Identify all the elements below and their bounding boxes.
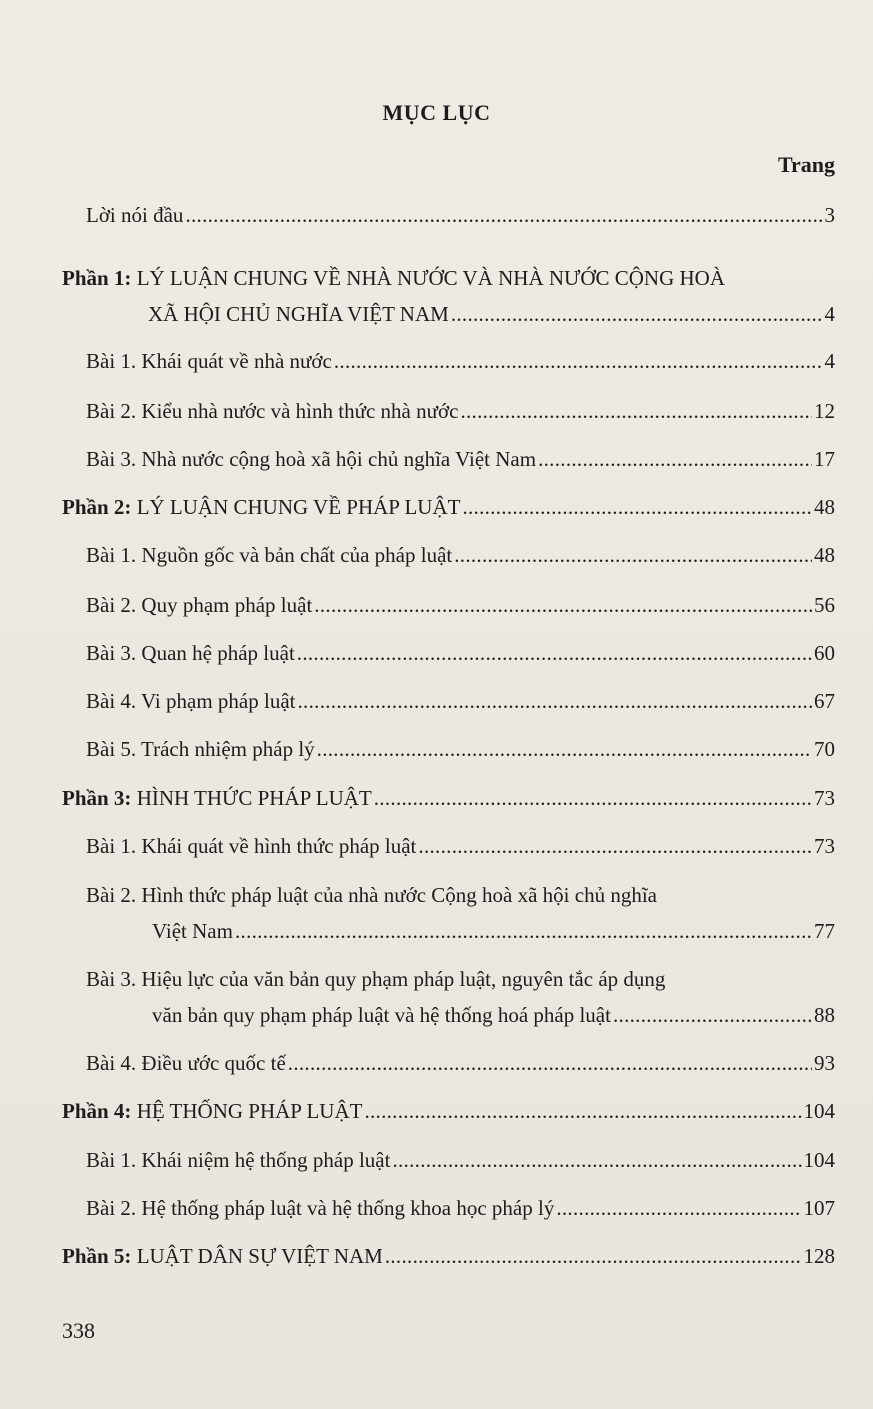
- toc-entry-lesson: [86, 736, 835, 762]
- toc-entry-page: 4: [824, 302, 835, 326]
- leader-dots: [385, 1243, 802, 1269]
- toc-entry-page: 12: [814, 399, 835, 423]
- leader-dots: [392, 1147, 801, 1173]
- page-number: 338: [62, 1318, 95, 1343]
- toc-entry-lesson: [86, 640, 835, 666]
- leader-dots: [364, 1098, 801, 1124]
- toc-entry-label: Bài 1. Khái quát về hình thức pháp luật: [86, 834, 417, 858]
- toc-entry-page: 73: [814, 834, 835, 858]
- toc-entry-label: XÃ HỘI CHỦ NGHĨA VIỆT NAM: [148, 302, 449, 326]
- leader-dots: [235, 918, 812, 944]
- toc-entry-lesson: [86, 446, 835, 472]
- toc-entry-label: Phần 4: HỆ THỐNG PHÁP LUẬT: [62, 1099, 363, 1123]
- toc-entry-page: 128: [803, 1244, 835, 1268]
- leader-dots: [451, 301, 823, 327]
- page-column-header: Trang: [777, 152, 835, 177]
- toc-entry-part-1: [148, 301, 835, 327]
- toc-entry-label: Bài 4. Điều ước quốc tế: [86, 1051, 286, 1075]
- toc-entry-preface: [86, 202, 835, 228]
- toc-entry-lesson: [86, 1147, 835, 1173]
- leader-dots: [460, 398, 812, 424]
- toc-entry-lesson: [86, 348, 835, 374]
- leader-dots: [314, 592, 812, 618]
- toc-entry-page: 70: [814, 737, 835, 761]
- toc-entry-page: 93: [814, 1051, 835, 1075]
- toc-entry-page: 104: [803, 1148, 835, 1172]
- leader-dots: [462, 494, 812, 520]
- leader-dots: [288, 1050, 812, 1076]
- toc-title: MỤC LỤC: [382, 100, 491, 125]
- toc-entry-lesson: [86, 1050, 835, 1076]
- leader-dots: [374, 785, 812, 811]
- toc-entry-label: Lời nói đầu: [86, 203, 184, 227]
- toc-entry-lesson: [86, 688, 835, 714]
- toc-entry-page: 17: [814, 447, 835, 471]
- toc-entry-page: 60: [814, 641, 835, 665]
- toc-entry-page: 73: [814, 786, 835, 810]
- toc-entry-part-3: [62, 785, 835, 811]
- toc-entry-label: Bài 5. Trách nhiệm pháp lý: [86, 737, 315, 761]
- toc-entry-page: 77: [814, 919, 835, 943]
- toc-entry-label: Bài 2. Quy phạm pháp luật: [86, 593, 313, 617]
- toc-entry-page: 88: [814, 1003, 835, 1027]
- toc-entry-page: 56: [814, 593, 835, 617]
- leader-dots: [317, 736, 812, 762]
- toc-entry-lesson: [86, 592, 835, 618]
- toc-entry-lesson-line1: [86, 882, 835, 908]
- toc-entry-label: Phần 5: LUẬT DÂN SỰ VIỆT NAM: [62, 1244, 383, 1268]
- toc-entry-lesson: [86, 398, 835, 424]
- toc-entry-label: Bài 3. Nhà nước cộng hoà xã hội chủ nghĩa Việt Nam: [86, 447, 537, 471]
- leader-dots: [297, 640, 812, 666]
- toc-entry-label: Bài 1. Khái quát về nhà nước: [86, 349, 332, 373]
- toc-entry-part-2: [62, 494, 835, 520]
- toc-entry-lesson: [86, 833, 835, 859]
- toc-entry-part-5: [62, 1243, 835, 1269]
- toc-entry-part-4: [62, 1098, 835, 1124]
- toc-entry-label: Bài 1. Nguồn gốc và bản chất của pháp luật: [86, 543, 453, 567]
- toc-entry-page: 3: [824, 203, 835, 227]
- toc-part-1-heading: [62, 265, 835, 291]
- leader-dots: [613, 1002, 812, 1028]
- toc-entry-lesson: [86, 542, 835, 568]
- leader-dots: [454, 542, 812, 568]
- toc-entry-label: Việt Nam: [152, 919, 233, 943]
- toc-entry-page: 48: [814, 495, 835, 519]
- toc-entry-label: Bài 1. Khái niệm hệ thống pháp luật: [86, 1148, 391, 1172]
- toc-entry-label: văn bản quy phạm pháp luật và hệ thống hoá pháp luật: [152, 1003, 611, 1027]
- toc-entry-page: 48: [814, 543, 835, 567]
- toc-entry-page: 67: [814, 689, 835, 713]
- toc-entry-label: Bài 2. Hệ thống pháp luật và hệ thống khoa học pháp lý: [86, 1196, 555, 1220]
- leader-dots: [185, 202, 822, 228]
- toc-entry-lesson-line1: [86, 966, 835, 992]
- toc-entry-label: Bài 2. Kiểu nhà nước và hình thức nhà nước: [86, 399, 459, 423]
- toc-entry-page: 104: [803, 1099, 835, 1123]
- toc-entry-label: Bài 3. Quan hệ pháp luật: [86, 641, 295, 665]
- toc-entry-lesson: [152, 1002, 835, 1028]
- leader-dots: [298, 688, 813, 714]
- toc-entry-page: 107: [803, 1196, 835, 1220]
- toc-entry-lesson: [86, 1195, 835, 1221]
- leader-dots: [418, 833, 812, 859]
- toc-entry-page: 4: [824, 349, 835, 373]
- toc-entry-label: Bài 4. Vi phạm pháp luật: [86, 689, 296, 713]
- leader-dots: [538, 446, 812, 472]
- toc-entry-label: Phần 3: HÌNH THỨC PHÁP LUẬT: [62, 786, 372, 810]
- toc-entry-label: Phần 2: LÝ LUẬN CHUNG VỀ PHÁP LUẬT: [62, 495, 461, 519]
- toc-entry-lesson: [152, 918, 835, 944]
- toc-entry-label: Bài 2. Hình thức pháp luật của nhà nước Cộng hoà xã hội chủ nghĩa: [86, 883, 657, 907]
- leader-dots: [334, 348, 823, 374]
- toc-part-prefix: Phần 1: LÝ LUẬN CHUNG VỀ NHÀ NƯỚC VÀ NHÀ NƯỚC CỘNG HOÀ: [62, 266, 725, 290]
- leader-dots: [556, 1195, 801, 1221]
- toc-entry-label: Bài 3. Hiệu lực của văn bản quy phạm pháp luật, nguyên tắc áp dụng: [86, 967, 666, 991]
